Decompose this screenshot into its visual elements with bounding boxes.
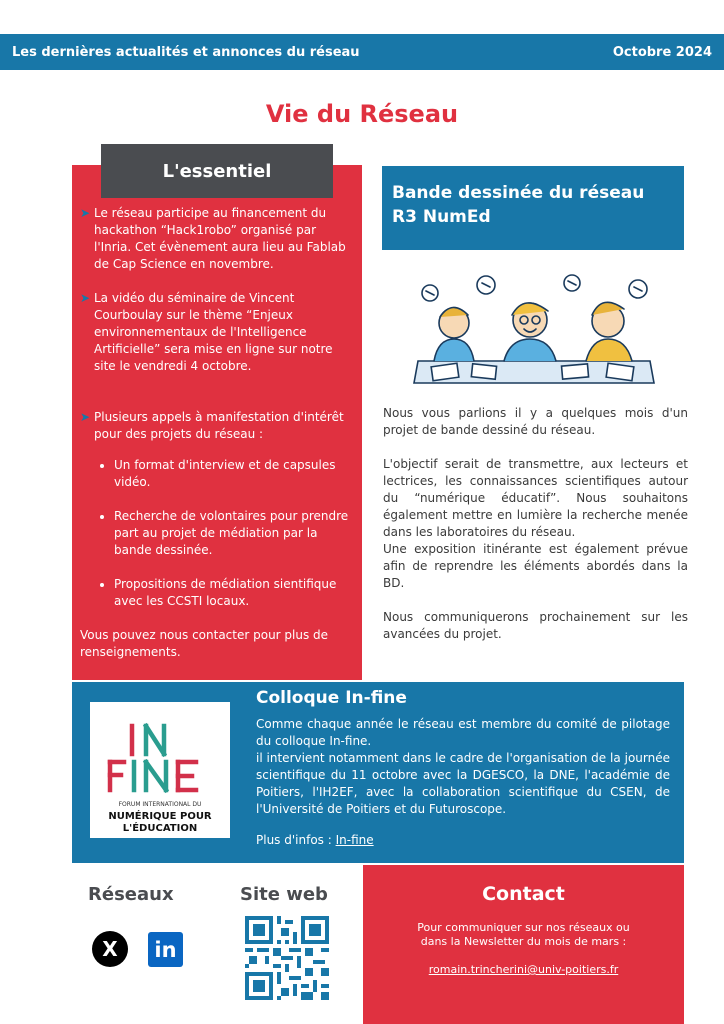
colloque-text bbox=[256, 716, 670, 818]
essentiel-item bbox=[80, 290, 355, 375]
page-title: Vie du Réseau bbox=[265, 100, 459, 128]
qr-code-icon[interactable] bbox=[245, 916, 329, 1000]
colloque-section bbox=[72, 682, 684, 863]
contact-email-link[interactable]: romain.trincherini@univ-poitiers.fr bbox=[428, 963, 619, 976]
reseaux-title: Réseaux bbox=[88, 884, 174, 905]
bd-paragraph: L'objectif serait de transmettre, aux lecteurs et lectrices, les connaissances scientifiques autour du “numérique éducatif”. Nous souhaitons également mettre en lumière la recherche menée dans les laboratoires du réseau. bbox=[383, 457, 688, 539]
infine-link[interactable]: In-fine bbox=[335, 833, 374, 847]
contact-panel bbox=[363, 865, 684, 1024]
colloque-paragraph: il intervient notamment dans le cadre de l'organisation de la journée scientifique du 11 octobre avec la DGESCO, la DNE, l'académie de Poitiers, l'IH2EF, avec la collaboration scientifique du CSEN, de l'Université de Poitiers et du Futuroscope. bbox=[256, 751, 670, 816]
banner-subtitle: Les dernières actualités et annonces du réseau bbox=[12, 44, 360, 60]
essentiel-item-text: Le réseau participe au financement du hackathon “Hack1robo” organisé par l'Inria. Cet évènement aura lieu au Fablab de Cap Science en novembre. bbox=[94, 206, 346, 271]
arrow-icon: ➤ bbox=[80, 206, 91, 220]
arrow-icon: ➤ bbox=[80, 410, 91, 424]
essentiel-content bbox=[80, 205, 355, 661]
linkedin-icon[interactable]: in bbox=[148, 932, 183, 967]
logo-subtitle-1: FORUM INTERNATIONAL DU bbox=[118, 801, 202, 808]
x-icon[interactable]: X bbox=[92, 931, 128, 967]
essentiel-item bbox=[80, 205, 355, 273]
arrow-icon: ➤ bbox=[80, 291, 91, 305]
call-list-item: • Recherche de volontaires pour prendre part au projet de médiation par la bande dessinée. bbox=[114, 508, 355, 559]
more-info-label: Plus d'infos : bbox=[256, 833, 336, 847]
essentiel-title: L'essentiel bbox=[101, 144, 333, 198]
colloque-title: Colloque In-fine bbox=[256, 688, 407, 708]
essentiel-closing: Vous pouvez nous contacter pour plus de renseignements. bbox=[80, 628, 329, 659]
logo-subtitle-3: L'ÉDUCATION bbox=[122, 823, 198, 834]
infine-logo-mark bbox=[90, 702, 230, 838]
contact-text bbox=[363, 921, 684, 949]
call-list-item: • Un format d'interview et de capsules vidéo. bbox=[114, 457, 355, 491]
bd-title: Bande dessinée du réseau R3 NumEd bbox=[382, 166, 684, 250]
top-banner bbox=[0, 34, 724, 70]
contact-title: Contact bbox=[482, 883, 565, 905]
colloque-paragraph: Comme chaque année le réseau est membre du comité de pilotage du colloque In-fine. bbox=[256, 717, 670, 748]
bd-paragraph: Nous communiquerons prochainement sur les avancées du projet. bbox=[383, 610, 688, 641]
infine-logo bbox=[90, 702, 230, 838]
essentiel-item-text: La vidéo du séminaire de Vincent Courboulay sur le thème “Enjeux environnementaux de l'Intelligence Artificielle” sera mise en ligne sur notre site le vendredi 4 octobre. bbox=[94, 291, 333, 373]
contact-text-line: dans la Newsletter du mois de mars : bbox=[420, 935, 627, 948]
bd-paragraph: Nous vous parlions il y a quelques mois d'un projet de bande dessiné du réseau. bbox=[383, 406, 688, 437]
essentiel-item bbox=[80, 409, 355, 443]
colloque-more bbox=[256, 833, 374, 847]
logo-subtitle-2: NUMÉRIQUE POUR bbox=[108, 811, 212, 822]
call-list bbox=[114, 457, 355, 610]
essentiel-item-text: Plusieurs appels à manifestation d'intérêt pour des projets du réseau : bbox=[94, 410, 344, 441]
site-web-title: Site web bbox=[240, 884, 328, 905]
banner-date: Octobre 2024 bbox=[612, 44, 712, 60]
bd-paragraph: Une exposition itinérante est également prévue afin de reprendre les éléments abordés dans la BD. bbox=[383, 542, 688, 590]
comic-illustration bbox=[412, 265, 658, 390]
contact-text-line: Pour communiquer sur nos réseaux ou bbox=[417, 921, 630, 934]
bd-text bbox=[383, 405, 688, 660]
call-list-item: • Propositions de médiation sientifique avec les CCSTI locaux. bbox=[114, 576, 355, 610]
